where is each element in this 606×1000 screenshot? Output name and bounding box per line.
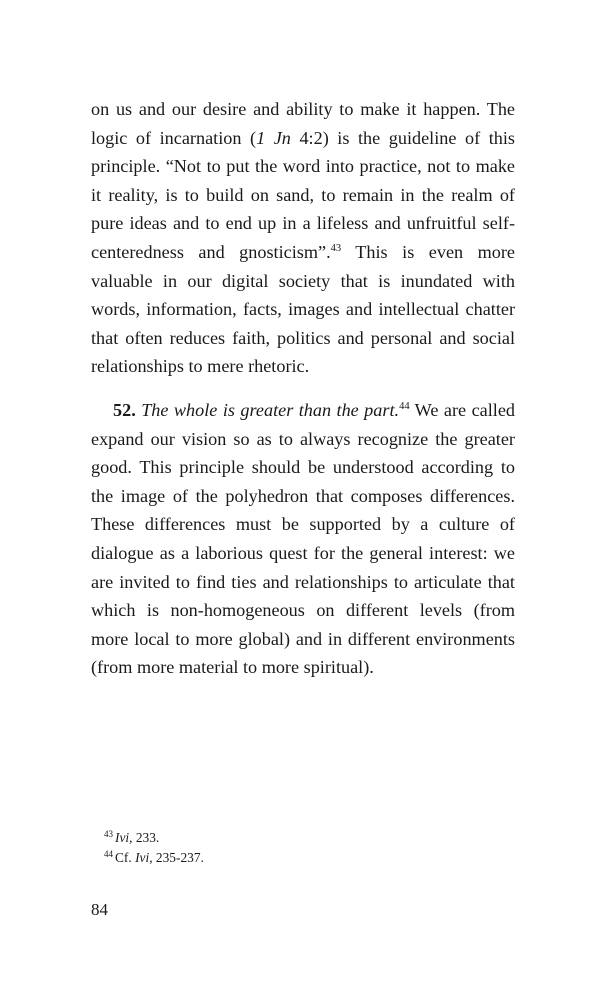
paragraph-text-part: on us and our desire and ability to make it happen. The logic of incarnation (	[91, 99, 515, 148]
footnote-marker: 43	[104, 828, 113, 839]
footnotes-section	[104, 828, 514, 868]
paragraph-52	[91, 396, 515, 682]
paragraph-text-part: 4:2) is the guideline of this principle. “Not to put the word into practice, not to make it reality, is to build on sand, to remain in the realm of pure ideas and to end up in a lifeless and unfruitful self-centeredness and gnosticism”.	[91, 127, 515, 262]
footnote-ref-44: 44	[399, 400, 410, 412]
paragraph-heading-phrase: The whole is greater than the part.	[141, 399, 400, 420]
footnote-marker: 44	[104, 848, 113, 859]
footnote-source: Ivi	[115, 830, 130, 845]
footnote-source: Ivi	[135, 850, 150, 865]
footnote-ref-43: 43	[330, 242, 342, 254]
footnote-locator: , 233.	[129, 830, 160, 845]
footnote-item	[104, 848, 514, 868]
page-number: 84	[91, 900, 108, 919]
scripture-citation: 1 Jn	[256, 127, 291, 148]
footnote-prefix: Cf.	[115, 850, 136, 865]
page-body-text	[91, 95, 515, 682]
paragraph-number: 52.	[113, 399, 136, 420]
footnote-locator: , 235-237.	[149, 850, 204, 865]
paragraph-continued	[91, 95, 515, 381]
footnote-item	[104, 828, 514, 848]
paragraph-text-part: This is even more valuable in our digital society that is inundated with words, information, facts, images and intellectual chatter that often reduces faith, politics and personal and social relationships to mere rhetoric.	[91, 241, 515, 377]
paragraph-text-part: We are called expand our vision so as to always recognize the greater good. This principle should be understood according to the image of the polyhedron that composes differences. These differences must be supported by a culture of dialogue as a laborious quest for the general interest: we are invited to find ties and relationships to articulate that which is non-homogeneous on different levels (from more local to more global) and in different environments (from more material to more spiritual).	[91, 399, 515, 678]
